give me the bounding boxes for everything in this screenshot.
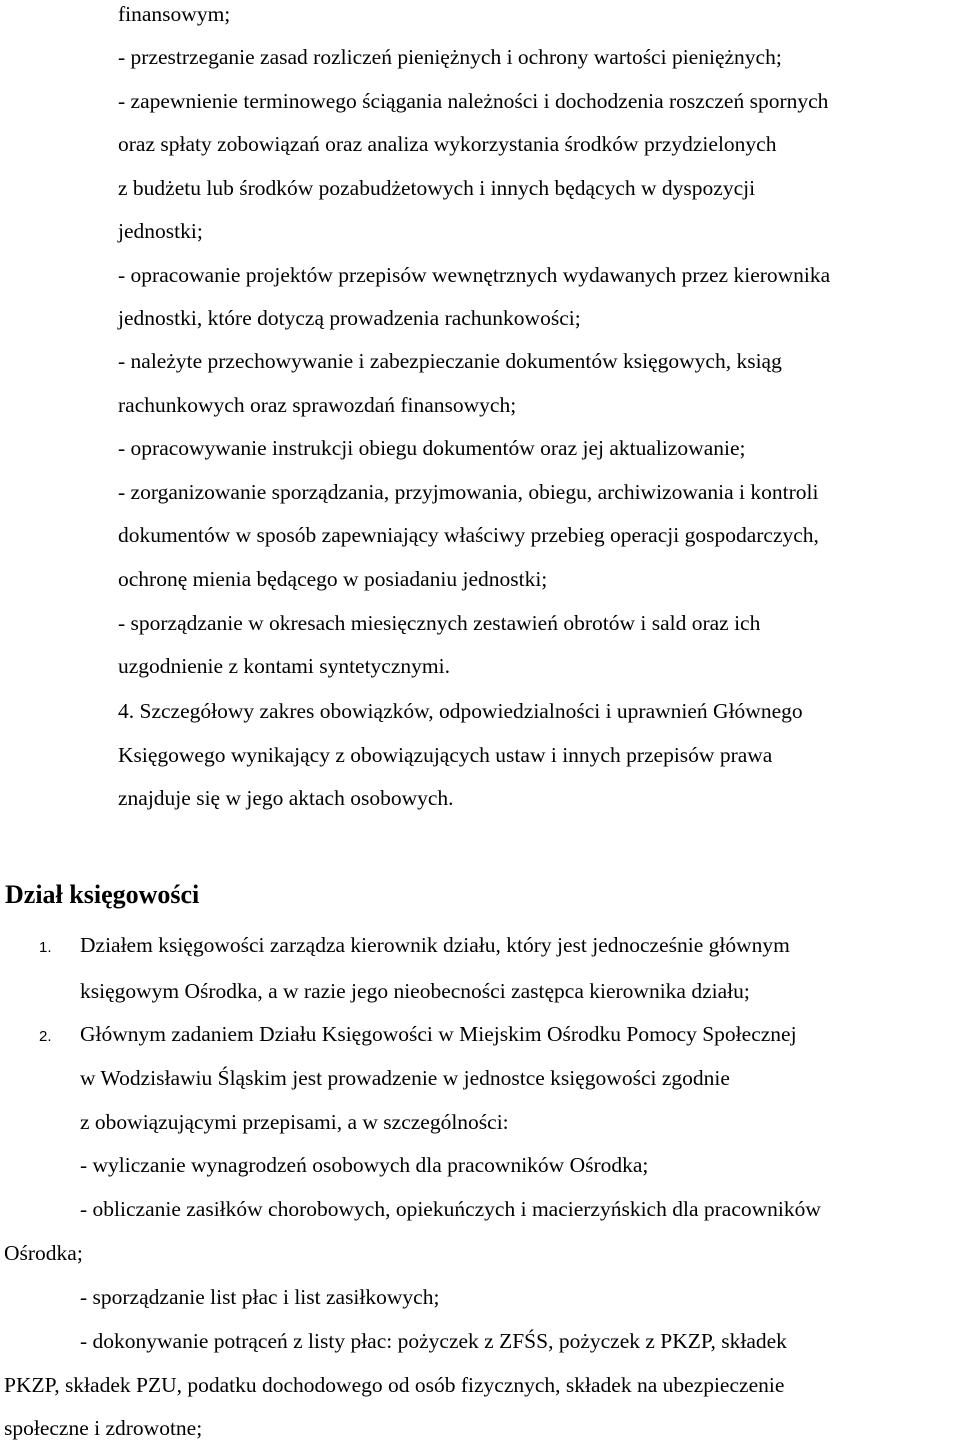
- text-line: Głównym zadaniem Działu Księgowości w Miejskim Ośrodku Pomocy Społecznej: [80, 1022, 797, 1046]
- text-line: 4. Szczegółowy zakres obowiązków, odpowiedzialności i uprawnień Głównego: [118, 699, 803, 723]
- text-line: - należyte przechowywanie i zabezpieczanie dokumentów księgowych, ksiąg: [118, 349, 782, 373]
- text-line: Działem księgowości zarządza kierownik działu, który jest jednocześnie głównym: [80, 933, 790, 957]
- text-line: oraz spłaty zobowiązań oraz analiza wykorzystania środków przydzielonych: [118, 132, 777, 156]
- text-line: z budżetu lub środków pozabudżetowych i innych będących w dyspozycji: [118, 176, 756, 200]
- text-line: - opracowanie projektów przepisów wewnętrznych wydawanych przez kierownika: [118, 263, 831, 287]
- text-line: - obliczanie zasiłków chorobowych, opiekuńczych i macierzyńskich dla pracowników: [80, 1197, 821, 1221]
- text-line: Ośrodka;: [4, 1241, 83, 1265]
- text-line: - zorganizowanie sporządzania, przyjmowania, obiegu, archiwizowania i kontroli: [118, 480, 819, 504]
- text-line: - opracowywanie instrukcji obiegu dokumentów oraz jej aktualizowanie;: [118, 436, 746, 460]
- text-line: rachunkowych oraz sprawozdań finansowych;: [118, 393, 517, 417]
- text-line: - sporządzanie list płac i list zasiłkowych;: [80, 1285, 440, 1309]
- text-line: PKZP, składek PZU, podatku dochodowego od osób fizycznych, składek na ubezpieczenie: [4, 1373, 785, 1397]
- text-line: dokumentów w sposób zapewniający właściwy przebieg operacji gospodarczych,: [118, 523, 819, 547]
- text-line: - przestrzeganie zasad rozliczeń pieniężnych i ochrony wartości pieniężnych;: [118, 45, 782, 69]
- text-line: finansowym;: [118, 2, 231, 26]
- text-line: w Wodzisławiu Śląskim jest prowadzenie w jednostce księgowości zgodnie: [80, 1066, 730, 1090]
- text-line: - wyliczanie wynagrodzeń osobowych dla pracowników Ośrodka;: [80, 1153, 649, 1177]
- text-line: - dokonywanie potrąceń z listy płac: pożyczek z ZFŚS, pożyczek z PKZP, składek: [80, 1329, 787, 1353]
- text-line: jednostki, które dotyczą prowadzenia rachunkowości;: [118, 306, 581, 330]
- list-number: 2.: [39, 1028, 52, 1045]
- text-line: - zapewnienie terminowego ściągania należności i dochodzenia roszczeń spornych: [118, 89, 829, 113]
- text-line: - sporządzanie w okresach miesięcznych zestawień obrotów i sald oraz ich: [118, 611, 761, 635]
- section-heading: Dział księgowości: [5, 880, 200, 909]
- list-number: 1.: [39, 939, 52, 956]
- text-line: znajduje się w jego aktach osobowych.: [118, 786, 454, 810]
- text-line: uzgodnienie z kontami syntetycznymi.: [118, 654, 450, 678]
- text-line: ochronę mienia będącego w posiadaniu jednostki;: [118, 567, 548, 591]
- text-line: z obowiązującymi przepisami, a w szczególności:: [80, 1110, 509, 1134]
- text-line: jednostki;: [118, 219, 203, 243]
- text-line: księgowym Ośrodka, a w razie jego nieobecności zastępca kierownika działu;: [80, 979, 750, 1003]
- text-line: Księgowego wynikający z obowiązujących ustaw i innych przepisów prawa: [118, 743, 773, 767]
- text-line: społeczne i zdrowotne;: [4, 1416, 203, 1440]
